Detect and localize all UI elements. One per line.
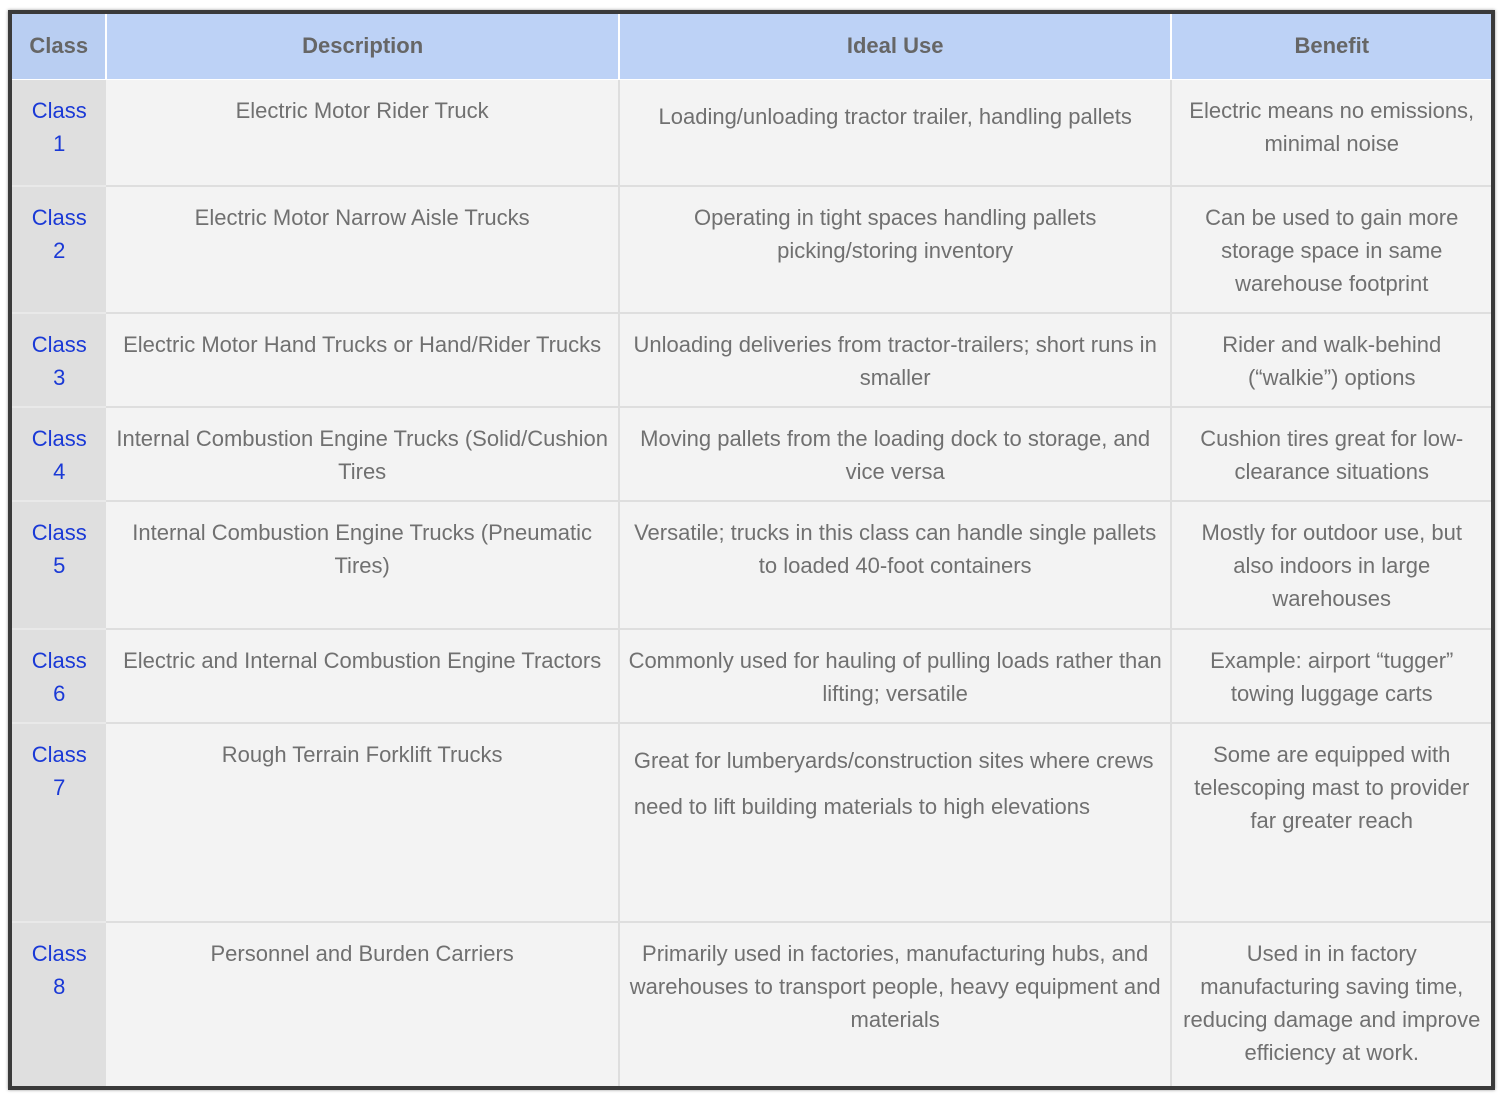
- class-link[interactable]: Class 5: [31, 520, 87, 579]
- class-link[interactable]: Class 6: [31, 647, 87, 706]
- class-cell: [12, 186, 106, 313]
- table-row: [12, 313, 1491, 407]
- class-link[interactable]: Class 7: [31, 741, 87, 800]
- class-cell: [12, 922, 106, 1086]
- benefit-cell: Can be used to gain more storage space in same warehouse footprint: [1171, 186, 1491, 313]
- ideal-use-cell: Operating in tight spaces handling pallets picking/storing inventory: [619, 186, 1172, 313]
- benefit-cell: Electric means no emissions, minimal noise: [1171, 79, 1491, 186]
- header-benefit: Benefit: [1171, 14, 1491, 79]
- description-cell: Rough Terrain Forklift Trucks: [106, 723, 618, 922]
- ideal-use-cell: Commonly used for hauling of pulling loads rather than lifting; versatile: [619, 629, 1172, 723]
- forklift-class-table: [12, 14, 1491, 1086]
- class-cell: [12, 313, 106, 407]
- ideal-use-cell: Great for lumberyards/construction sites where crews need to lift building materials to high elevations: [619, 723, 1172, 922]
- class-link[interactable]: Class 2: [31, 205, 87, 264]
- ideal-use-cell: Loading/unloading tractor trailer, handling pallets: [619, 79, 1172, 186]
- table-row: [12, 79, 1491, 186]
- benefit-cell: Example: airport “tugger” towing luggage carts: [1171, 629, 1491, 723]
- header-ideal-use: Ideal Use: [619, 14, 1172, 79]
- table-header-row: [12, 14, 1491, 79]
- benefit-cell: Cushion tires great for low-clearance situations: [1171, 407, 1491, 501]
- class-cell: [12, 629, 106, 723]
- description-cell: Internal Combustion Engine Trucks (Solid/Cushion Tires: [106, 407, 618, 501]
- benefit-cell: Rider and walk-behind (“walkie”) options: [1171, 313, 1491, 407]
- class-link[interactable]: Class 8: [31, 940, 87, 999]
- class-link[interactable]: Class 1: [31, 97, 87, 156]
- description-cell: Electric and Internal Combustion Engine Tractors: [106, 629, 618, 723]
- benefit-cell: Some are equipped with telescoping mast to provider far greater reach: [1171, 723, 1491, 922]
- table-row: [12, 922, 1491, 1086]
- class-cell: [12, 501, 106, 628]
- benefit-cell: Mostly for outdoor use, but also indoors in large warehouses: [1171, 501, 1491, 628]
- table-row: [12, 723, 1491, 922]
- forklift-class-table-frame: [8, 10, 1495, 1090]
- class-cell: [12, 407, 106, 501]
- description-cell: Electric Motor Rider Truck: [106, 79, 618, 186]
- description-cell: Electric Motor Hand Trucks or Hand/Rider Trucks: [106, 313, 618, 407]
- class-cell: [12, 79, 106, 186]
- benefit-cell: Used in in factory manufacturing saving time, reducing damage and improve efficiency at work.: [1171, 922, 1491, 1086]
- table-row: [12, 186, 1491, 313]
- table-row: [12, 629, 1491, 723]
- ideal-use-cell: Versatile; trucks in this class can handle single pallets to loaded 40-foot containers: [619, 501, 1172, 628]
- class-link[interactable]: Class 4: [31, 426, 87, 485]
- ideal-use-cell: Unloading deliveries from tractor-trailers; short runs in smaller: [619, 313, 1172, 407]
- description-cell: Electric Motor Narrow Aisle Trucks: [106, 186, 618, 313]
- ideal-use-cell: Moving pallets from the loading dock to storage, and vice versa: [619, 407, 1172, 501]
- table-row: [12, 501, 1491, 628]
- description-cell: Internal Combustion Engine Trucks (Pneumatic Tires): [106, 501, 618, 628]
- table-row: [12, 407, 1491, 501]
- ideal-use-cell: Primarily used in factories, manufacturing hubs, and warehouses to transport people, heavy equipment and materials: [619, 922, 1172, 1086]
- description-cell: Personnel and Burden Carriers: [106, 922, 618, 1086]
- header-class: Class: [12, 14, 106, 79]
- class-cell: [12, 723, 106, 922]
- header-description: Description: [106, 14, 618, 79]
- class-link[interactable]: Class 3: [31, 332, 87, 391]
